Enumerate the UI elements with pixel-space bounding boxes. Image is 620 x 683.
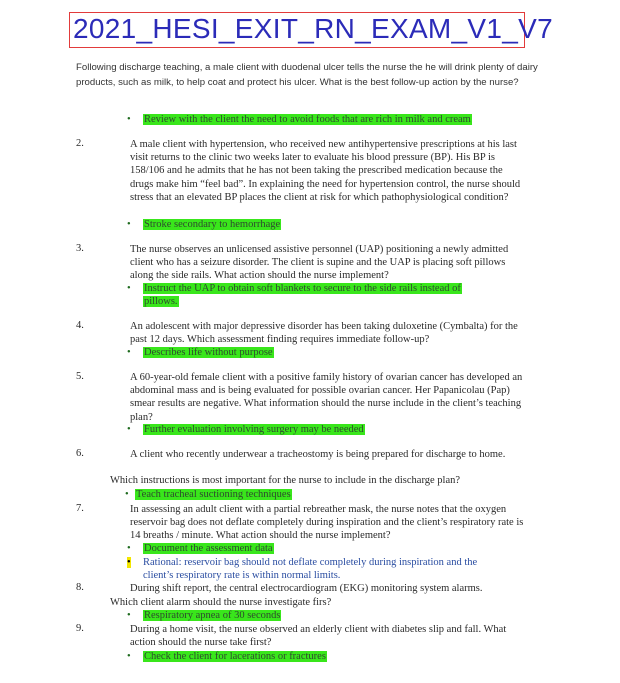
answer [127,346,274,359]
question-text: An adolescent with major depressive disorder has been taking duloxetine (Cymbalta) for the past 12 days. Which assessment finding requires immediate follow-up? [130,321,518,346]
rationale [127,556,477,582]
question-number: 2. [76,138,84,149]
question-text: During shift report, the central electrocardiogram (EKG) monitoring system alarms. [130,583,483,594]
bullet-icon: • [127,651,131,662]
question-number: 9. [76,623,84,634]
bullet-icon: • [127,347,131,358]
answer-text: Check the client for lacerations or fractures [144,651,326,662]
answer-text: Describes life without purpose [144,347,273,358]
intro-question: Following discharge teaching, a male client with duodenal ulcer tells the nurse the he will drink plenty of dairy products, such as milk, to help coat and protect his ulcer. What is the best follow-up action by the nurse? [76,62,538,88]
bullet-icon: • [125,489,129,500]
question-text: During a home visit, the nurse observed an elderly client with diabetes slip and fall. What action should the nurse take first? [130,624,507,649]
answer-text: Respiratory apnea of 30 seconds [144,610,281,621]
answer-text-cont: pillows. [144,296,178,308]
question-text: A 60-year-old female client with a positive family history of ovarian cancer has developed an abdominal mass and is being evaluated for possible ovarian cancer. Her Papanicolau (Pap) smear results are negative. What information should the nurse include in the client’s teaching plan? [130,372,523,423]
answer-text: Instruct the UAP to obtain soft blankets to secure to the side rails instead of [144,283,461,294]
bullet-icon: • [127,610,131,621]
answer-text: Review with the client the need to avoid foods that are rich in milk and cream [144,114,471,125]
answer [127,609,281,622]
question-text: The nurse observes an unlicensed assistive personnel (UAP) positioning a newly admitted client who has a seizure disorder. The client is supine and the UAP is placing soft pillows along the side rails. What action should the nurse implement? [130,244,509,282]
question-text-cont: Which client alarm should the nurse investigate firs? [110,597,332,608]
question-number: 6. [76,448,84,459]
rationale-text: Rational: reservoir bag should not deflate completely during inspiration and the [143,557,478,568]
bullet-icon: • [127,424,131,435]
bullet-icon: • [127,219,131,230]
answer [127,218,281,231]
question-text: A male client with hypertension, who received new antihypertensive prescriptions at his last visit returns to the clinic two weeks later to evaluate his blood pressure (BP). His BP is 158/106 and he admits that he has not been taking the prescribed medication because the drugs make him “feel bad”. In explaining the need for hypertension control, the nurse should stress that an elevated BP places the client at risk for which pathophysiological condition? [130,139,521,203]
document-title: 2021_HESI_EXIT_RN_EXAM_V1_V7 [73,13,553,44]
title-box [69,12,553,48]
answer-text: Further evaluation involving surgery may be needed [144,424,364,435]
question-number: 8. [76,582,84,593]
answer [127,282,462,308]
question-text-cont: Which instructions is most important for the nurse to include in the discharge plan? [110,475,461,486]
bullet-icon: • [127,543,131,554]
question-text: In assessing an adult client with a partial rebreather mask, the nurse notes that the oxygen reservoir bag does not deflate completely during inspiration and the client’s respiratory rate is 14 breaths / minute. What action should the nurse implement? [130,504,524,542]
answer [125,488,292,501]
answer-text: Teach tracheal suctioning techniques [136,489,291,500]
answer [127,423,365,436]
bullet-icon: • [127,283,131,294]
question-text: A client who recently underwear a tracheostomy is being prepared for discharge to home. [130,449,506,460]
question-number: 3. [76,243,84,254]
question-number: 4. [76,320,84,331]
question-number: 7. [76,503,84,514]
question-number: 5. [76,371,84,382]
answer-text: Stroke secondary to hemorrhage [144,219,281,230]
rationale-text-cont: client’s respiratory rate is within normal limits. [143,570,341,582]
answer [127,650,327,663]
bullet-icon: • [127,557,131,568]
bullet-icon: • [127,114,131,125]
answer [127,542,274,555]
answer-text: Document the assessment data [144,543,273,554]
intro-answer [127,113,472,126]
